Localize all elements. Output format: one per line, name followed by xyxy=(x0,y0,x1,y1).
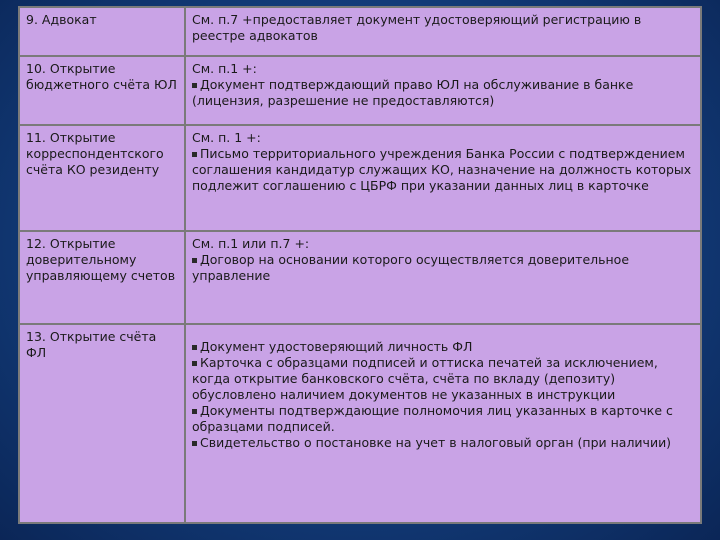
table-body xyxy=(19,7,701,523)
bullet-item xyxy=(192,403,694,435)
line-text: Карточка с образцами подписей и оттиска печатей за исключением, когда открытие банковского счёта, счёта по вкладу (депозиту) обусловлено наличием документов не указанных в инструкции xyxy=(192,355,658,402)
square-bullet-icon xyxy=(192,409,197,414)
line-text: См. п.1 +: xyxy=(192,61,257,76)
requirements-table xyxy=(18,6,702,524)
row-requirements xyxy=(185,324,701,523)
table-row xyxy=(19,56,701,125)
row-requirements xyxy=(185,125,701,231)
table-row xyxy=(19,231,701,324)
line-text: Документ удостоверяющий личность ФЛ xyxy=(200,339,473,354)
line-text: Свидетельство о постановке на учет в налоговый орган (при наличии) xyxy=(200,435,672,450)
line-text: Договор на основании которого осуществляется доверительное управление xyxy=(192,252,630,283)
row-label: 10. Открытие бюджетного счёта ЮЛ xyxy=(19,56,185,125)
square-bullet-icon xyxy=(192,83,197,88)
line-text: Документ подтверждающий право ЮЛ на обслуживание в банке (лицензия, разрешение не предоставляются) xyxy=(192,77,634,108)
bullet-item xyxy=(192,146,694,194)
row-requirements xyxy=(185,56,701,125)
square-bullet-icon xyxy=(192,441,197,446)
requirement-line xyxy=(192,61,694,77)
line-text: Документы подтверждающие полномочия лиц указанных в карточке с образцами подписей. xyxy=(192,403,673,434)
line-text: См. п.7 +предоставляет документ удостоверяющий регистрацию в реестре адвокатов xyxy=(192,12,642,43)
row-label: 11. Открытие корреспондентского счёта КО резиденту xyxy=(19,125,185,231)
line-text: Письмо территориального учреждения Банка России с подтверждением соглашения кандидатур служащих КО, назначение на должность которых подлежит соглашению с ЦБРФ при указании данных лиц в карточке xyxy=(192,146,692,193)
bullet-item xyxy=(192,339,694,355)
square-bullet-icon xyxy=(192,361,197,366)
line-text: См. п. 1 +: xyxy=(192,130,261,145)
row-label: 9. Адвокат xyxy=(19,7,185,56)
requirement-line xyxy=(192,130,694,146)
square-bullet-icon xyxy=(192,152,197,157)
requirement-line xyxy=(192,236,694,252)
row-requirements xyxy=(185,7,701,56)
row-requirements xyxy=(185,231,701,324)
requirement-line xyxy=(192,12,694,44)
table-row xyxy=(19,125,701,231)
bullet-item xyxy=(192,435,694,451)
square-bullet-icon xyxy=(192,258,197,263)
table-row xyxy=(19,324,701,523)
bullet-item xyxy=(192,252,694,284)
square-bullet-icon xyxy=(192,345,197,350)
bullet-item xyxy=(192,77,694,109)
bullet-item xyxy=(192,355,694,403)
row-label: 13. Открытие счёта ФЛ xyxy=(19,324,185,523)
table-row xyxy=(19,7,701,56)
line-text: См. п.1 или п.7 +: xyxy=(192,236,310,251)
row-label: 12. Открытие доверительному управляющему счетов xyxy=(19,231,185,324)
